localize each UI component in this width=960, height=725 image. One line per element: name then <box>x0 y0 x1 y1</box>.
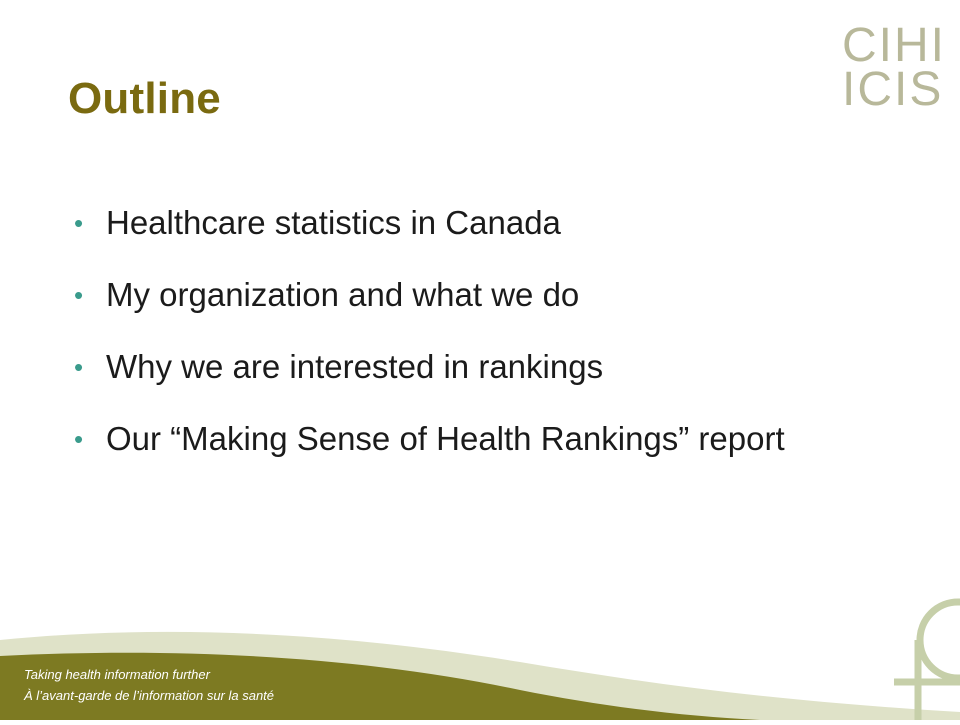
footer-tagline-en: Taking health information further <box>24 667 210 682</box>
bullet-icon: • <box>74 424 84 454</box>
bullet-icon: • <box>74 208 84 238</box>
slide-title: Outline <box>68 74 221 123</box>
logo-text-icis: ICIS <box>842 63 944 116</box>
list-item-text: Why we are interested in rankings <box>106 348 604 385</box>
list-item-text: My organization and what we do <box>106 276 580 313</box>
emblem-icon <box>894 602 960 720</box>
bullet-icon: • <box>74 352 84 382</box>
footer-tagline-fr: À l’avant-garde de l’information sur la santé <box>24 688 275 703</box>
list-item-text: Healthcare statistics in Canada <box>106 204 561 241</box>
list-item-text: Our “Making Sense of Health Rankings” report <box>106 420 785 457</box>
bullet-icon: • <box>74 280 84 310</box>
logo-text-cihi: CIHI <box>842 19 946 72</box>
